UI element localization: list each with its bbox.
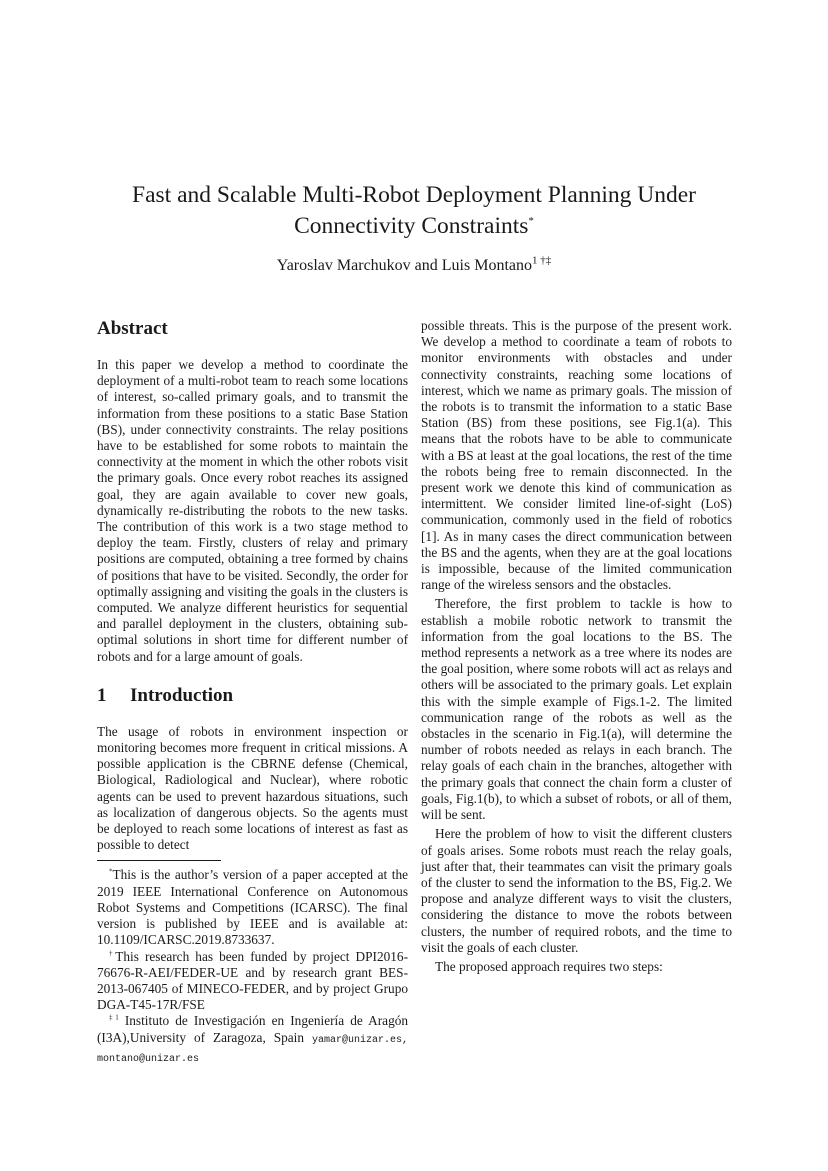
- introduction-paragraph-1-start: The usage of robots in environment inspection or monitoring becomes more frequent in critical missions. A possible application is the CBRNE defense (Chemical, Biological, Radiological and Nuclear), where robotic agents can be used to prevent hazardous situations, such as localization of dangerous objects. So the agents must be deployed to reach some locations of interest as fast as possible to detect: [97, 723, 408, 853]
- footnote-1-mark: *: [109, 868, 113, 877]
- right-column: [421, 318, 732, 975]
- paper-title: [96, 180, 732, 242]
- footnote-3-emails: yamar@unizar.es, montano@unizar.es: [97, 1034, 408, 1065]
- section-title: Introduction: [130, 684, 234, 706]
- paper-title-text: Fast and Scalable Multi-Robot Deployment Planning Under Connectivity Constraints: [132, 182, 696, 239]
- footnote-2-text: This research has been funded by project DPI2016-76676-R-AEI/FEDER-UE and by research grant BES-2013-067405 of MINECO-FEDER, and by project Grupo DGA-T45-17R/FSE: [97, 948, 409, 1013]
- footnote-2: [97, 949, 408, 1014]
- author-names: Yaroslav Marchukov and Luis Montano: [276, 257, 532, 274]
- section-number: 1: [97, 684, 107, 706]
- author-footnote-marks: 1 †‡: [531, 254, 552, 267]
- footnote-3-mark: ‡1: [109, 1013, 119, 1022]
- introduction-paragraph-3: Here the problem of how to visit the different clusters of goals arises. Some robots must reach the relay goals, just after that, their teammates can visit the primary goals of the cluster to send the information to the BS, Fig.2. We propose and analyze different ways to visit the clusters, considering the distance to move the robots between clusters, the number of required robots, and the time to visit the goals of each cluster.: [421, 826, 732, 955]
- section-heading-introduction: [97, 685, 408, 707]
- introduction-paragraph-2: Therefore, the first problem to tackle is how to establish a mobile robotic network to transmit the information from the goal locations to the BS. The method represents a network as a tree where its nodes are the goal position, where some robots will act as relays and others will be associated to the primary goals. Let explain this with the simple example of Figs.1-2. The limited communication range of the robots as well as the obstacles in the scenario in Fig.1(a), will determine the number of robots needed as relays in each branch. The relay goals of each chain in the branches, altogether with the primary goals that connect the chain form a cluster of goals, Fig.1(b), to which a subset of robots, or all of them, will be sent.: [421, 596, 732, 823]
- footnote-3-text: Instituto de Investigación en Ingeniería de Aragón (I3A),University of Zaragoza, Spain: [97, 1013, 409, 1045]
- abstract-heading: Abstract: [97, 318, 168, 339]
- author-line: [96, 254, 732, 275]
- introduction-paragraph-1-end: possible threats. This is the purpose of the present work. We develop a method to coordinate a team of robots to monitor environments with obstacles and under connectivity constraints, reaching some locations of interest, which we name as primary goals. The mission of the robots is to transmit the information to a static Base Station (BS) from these positions, see Fig.1(a). This means that the robots have to be able to communicate with a BS at least at the goal locations, the rest of the time the robots being free to remain disconnected. In the present work we denote this kind of communication as intermittent. We consider limited line-of-sight (LoS) communication, commonly used in the field of robotics [1]. As in many cases the direct communication between the BS and the agents, when they are at the goal locations is impossible, because of the limited communication range of the wireless sensors and the obstacles.: [421, 318, 732, 593]
- footnote-2-mark: †: [109, 949, 116, 958]
- left-column: [97, 318, 408, 1068]
- footnote-rule: [97, 860, 221, 861]
- abstract-text: In this paper we develop a method to coordinate the deployment of a multi-robot team to reach some locations of interest, so-called primary goals, and to transmit the information from these positions to a static Base Station (BS), under connectivity constraints. The relay positions have to be established for some robots to maintain the connectivity at the moment in which the other robots visit the primary goals. Once every robot reaches its assigned goal, they are again available to cover new goals, dynamically re-distributing the robots to the new tasks. The contribution of this work is a two stage method to deploy the team. Firstly, clusters of relay and primary positions are computed, obtaining a tree formed by chains of positions that have to be visited. Secondly, the order for optimally assigning and visiting the goals in the clusters is computed. We analyze different heuristics for sequential and parallel deployment in the clusters, obtaining sub-optimal solutions in short time for different number of robots and for a large amount of goals.: [97, 357, 408, 664]
- title-footnote-mark: *: [528, 215, 534, 228]
- footnote-3: [97, 1013, 408, 1068]
- footnote-1-text: This is the author’s version of a paper accepted at the 2019 IEEE International Conference on Autonomous Robot Systems and Competitions (ICARSC). The final version is published by IEEE and is available at: 10.1109/ICARSC.2019.8733637.: [97, 867, 408, 948]
- footnote-1: [97, 867, 408, 948]
- introduction-paragraph-4: The proposed approach requires two steps:: [435, 958, 663, 974]
